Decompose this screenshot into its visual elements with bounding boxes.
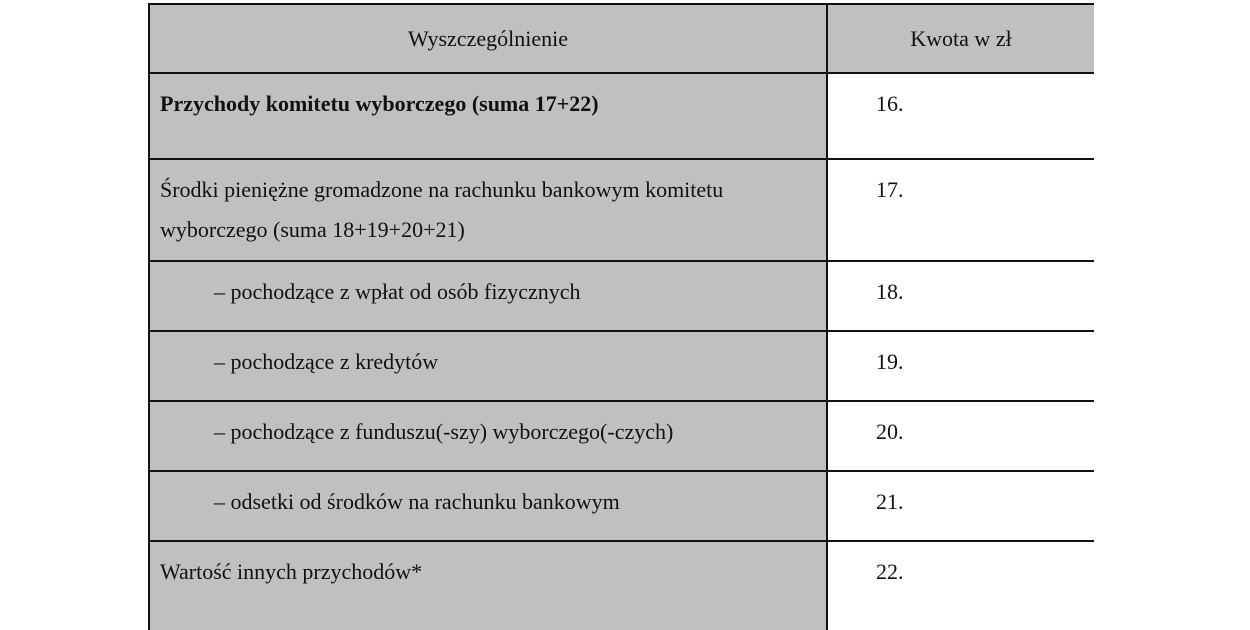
row-description: – pochodzące z funduszu(-szy) wyborczego(-czych) [214,419,674,444]
row-description: – odsetki od środków na rachunku bankowym [214,489,620,514]
amount-input-cell[interactable] [827,401,1094,471]
row-description-cell [149,159,827,261]
header-amount: Kwota w zł [827,4,1094,73]
row-number: 19. [876,349,904,374]
table-row [149,159,1094,261]
table-row [149,471,1094,541]
report-table-container [148,0,1094,630]
row-description-cell [149,541,827,630]
row-description-cell [149,261,827,331]
amount-input-cell[interactable] [827,159,1094,261]
row-description-cell [149,471,827,541]
row-description: Przychody komitetu wyborczego (suma 17+22) [160,91,599,116]
table-header-row [149,4,1094,73]
row-description: – pochodzące z kredytów [214,349,439,374]
row-number: 21. [876,489,904,514]
table-row [149,401,1094,471]
row-description: Wartość innych przychodów* [160,559,423,584]
header-description: Wyszczególnienie [149,4,827,73]
amount-input-cell[interactable] [827,331,1094,401]
row-description: Środki pieniężne gromadzone na rachunku bankowym komitetu wyborczego (suma 18+19+20+21) [160,177,724,242]
amount-input-cell[interactable] [827,541,1094,630]
table-row [149,73,1094,159]
row-number: 22. [876,559,904,584]
row-description: – pochodzące z wpłat od osób fizycznych [214,279,581,304]
table-row [149,261,1094,331]
table-row [149,331,1094,401]
amount-input-cell[interactable] [827,73,1094,159]
table-row [149,541,1094,630]
row-number: 20. [876,419,904,444]
income-table [148,3,1094,630]
amount-input-cell[interactable] [827,471,1094,541]
row-number: 16. [876,91,904,116]
row-description-cell [149,401,827,471]
amount-input-cell[interactable] [827,261,1094,331]
row-description-cell [149,331,827,401]
row-number: 17. [876,177,904,202]
row-number: 18. [876,279,904,304]
row-description-cell [149,73,827,159]
